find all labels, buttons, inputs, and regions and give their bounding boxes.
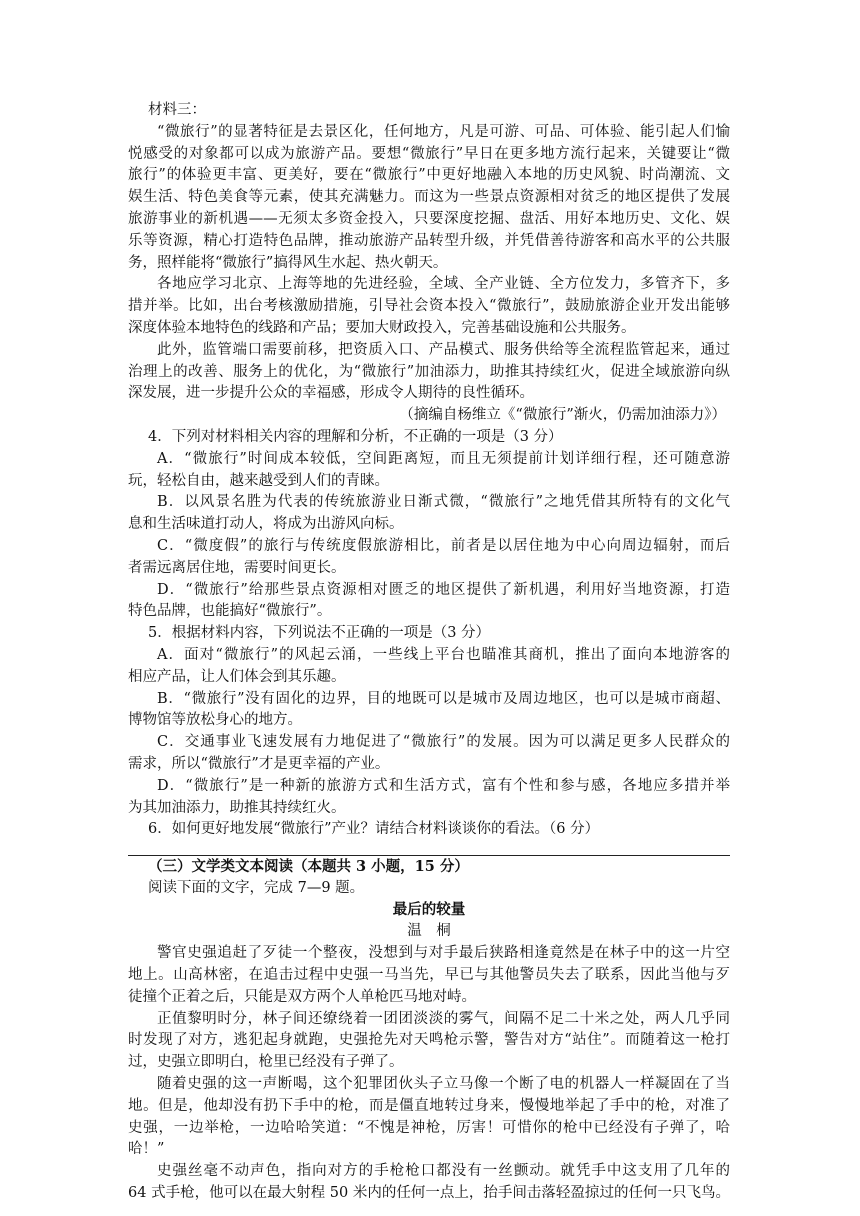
text-line: 哈！”: [128, 1141, 165, 1158]
text-line: 娱生活、特色美食等元素，使其充满魅力。而这为一些景点资源相对贫乏的地区提供了发展: [128, 189, 730, 206]
option-a-cont: 相应产品，让人们体会到其乐趣。: [128, 668, 346, 685]
option-b-cont: 息和生活味道打动人，将成为出游风向标。: [128, 516, 404, 533]
text-line: 64 式手枪，他可以在最大射程 50 米内的任何一点上，抬手间击落轻盈掠过的任何一只飞鸟。: [128, 1185, 730, 1202]
text-line: 正值黎明时分，林子间还缭绕着一团团淡淡的雾气，间隔不足二十米之处，两人几乎同: [157, 1010, 730, 1027]
option-b: B．“微旅行”没有固化的边界，目的地既可以是城市及周边地区，也可以是城市商超、: [157, 690, 730, 707]
story-paragraph-1: [128, 943, 730, 1008]
material-paragraph-3: [128, 340, 730, 405]
text-line: 地。但是，他却没有扔下手中的枪，而是僵直地转过身来，慢慢地举起了手中的枪，对准了: [128, 1097, 730, 1114]
text-line: 地上。山高林密，在追击过程中史强一马当先，早已与其他警员失去了联系，因此当他与歹: [128, 967, 730, 984]
option-a: A．面对“微旅行”的风起云涌，一些线上平台也瞄准其商机，推出了面向本地游客的: [157, 646, 730, 663]
text-line: 乐等资源，精心打造特色品牌，推动旅游产品转型升级，并凭借善待游客和高水平的公共服: [128, 232, 730, 249]
text-line: 深发展，进一步提升公众的幸福感，形成令人期待的良性循环。: [128, 385, 534, 402]
question-5: [128, 623, 730, 819]
text-line: 时发现了对方，逃犯起身就跑，史强抢先对天鸣枪示警，警告对方“站住”。而随着这一枪打: [128, 1032, 730, 1049]
document-page: [128, 100, 730, 1205]
option-c-cont: 需求，所以“微旅行”才是更幸福的产业。: [128, 755, 390, 772]
text-line: 警官史强追赶了歹徒一个整夜，没想到与对手最后狭路相逢竟然是在林子中的这一片空: [157, 945, 730, 962]
question-stem: 4．下列对材料相关内容的理解和分析，不正确的一项是（3 分）: [148, 428, 563, 445]
text-line: 史强，一边举枪，一边哈哈笑道：“不愧是神枪，厉害！可惜你的枪中已经没有子弹了，哈: [128, 1119, 730, 1136]
text-line: 随着史强的这一声断喝，这个犯罪团伙头子立马像一个断了电的机器人一样凝固在了当: [157, 1076, 730, 1093]
option-d-cont: 特色品牌，也能搞好“微旅行”。: [128, 603, 332, 620]
material-paragraph-1: [128, 122, 730, 275]
text-line: 此外，监管端口需要前移，把资质入口、产品模式、服务供给等全流程监管起来，通过: [157, 341, 730, 358]
question-6-stem: 6．如何更好地发展“微旅行”产业？请结合材料谈谈你的看法。（6 分）: [148, 821, 600, 838]
text-line: 徒撞个正着之后，只能是双方两个人单枪匹马地对峙。: [128, 988, 476, 1005]
text-line: “微旅行”的显著特征是去景区化，任何地方，凡是可游、可品、可体验、能引起人们愉: [157, 123, 730, 140]
question-stem: 5．根据材料内容，下列说法不正确的一项是（3 分）: [148, 625, 491, 642]
story-author: 温 桐: [407, 923, 451, 940]
text-line: 过，史强立即明白，枪里已经没有子弹了。: [128, 1054, 404, 1071]
material-source: （摘编自杨维立《“微旅行”渐火，仍需加油添力》）: [399, 407, 726, 424]
option-d: D．“微旅行”是一种新的旅游方式和生活方式，富有个性和参与感，各地应多措并举: [157, 777, 730, 794]
option-d-cont: 为其加油添力，助推其持续红火。: [128, 799, 346, 816]
text-line: 治理上的改善、服务上的优化，为“微旅行”加油添力，助推其持续红火，促进全域旅游向纵: [128, 363, 730, 380]
text-line: 措并举。比如，出台考核激励措施，引导社会资本投入“微旅行”，鼓励旅游企业开发出能够: [128, 298, 730, 315]
text-line: 史强丝毫不动声色，指向对方的手枪枪口都没有一丝颤动。就凭手中这支用了几年的: [157, 1163, 730, 1180]
story-paragraph-4: [128, 1161, 730, 1205]
story-paragraph-2: [128, 1009, 730, 1074]
option-a-cont: 玩，轻松自由，越来越受到人们的青睐。: [128, 472, 389, 489]
option-c: C．“微度假”的旅行与传统度假旅游相比，前者是以居住地为中心向周边辐射，而后: [157, 537, 730, 554]
option-a: A．“微旅行”时间成本较低，空间距离短，而且无须提前计划详细行程，还可随意游: [157, 450, 730, 467]
section-heading: （三）文学类文本阅读（本题共 3 小题，15 分）: [148, 858, 469, 876]
option-d: D．“微旅行”给那些景点资源相对匮乏的地区提供了新机遇，利用好当地资源，打造: [157, 581, 730, 598]
text-line: 务，照样能将“微旅行”搞得风生水起、热火朝天。: [128, 254, 448, 271]
text-line: 各地应学习北京、上海等地的先进经验，全域、全产业链、全方位发力，多管齐下，多: [157, 276, 730, 293]
option-b-cont: 博物馆等放松身心的地方。: [128, 712, 302, 729]
story-paragraph-3: [128, 1074, 730, 1161]
text-line: 旅行”的体验更丰富、更美好，要在“微旅行”中更好地融入本地的历史风貌、时尚潮流、文: [128, 167, 730, 184]
text-line: 深度体验本地特色的线路和产品；要加大财政投入，完善基础设施和公共服务。: [128, 319, 636, 336]
text-line: 旅游事业的新机遇——无须太多资金投入，只要深度挖掘、盘活、用好本地历史、文化、娱: [128, 210, 730, 227]
option-c-cont: 者需远离居住地，需要时间更长。: [128, 559, 346, 576]
story-title: 最后的较量: [392, 901, 466, 918]
option-c: C．交通事业飞速发展有力地促进了“微旅行”的发展。因为可以满足更多人民群众的: [157, 734, 730, 751]
option-b: B．以风景名胜为代表的传统旅游业日渐式微，“微旅行”之地凭借其所特有的文化气: [157, 494, 730, 511]
material-heading: 材料三：: [148, 102, 206, 118]
question-4: [128, 427, 730, 623]
material-paragraph-2: [128, 274, 730, 339]
section-instruction: 阅读下面的文字，完成 7—9 题。: [148, 879, 365, 896]
text-line: 悦感受的对象都可以成为旅游产品。要想“微旅行”早日在更多地方流行起来，关键要让“微: [128, 145, 730, 162]
